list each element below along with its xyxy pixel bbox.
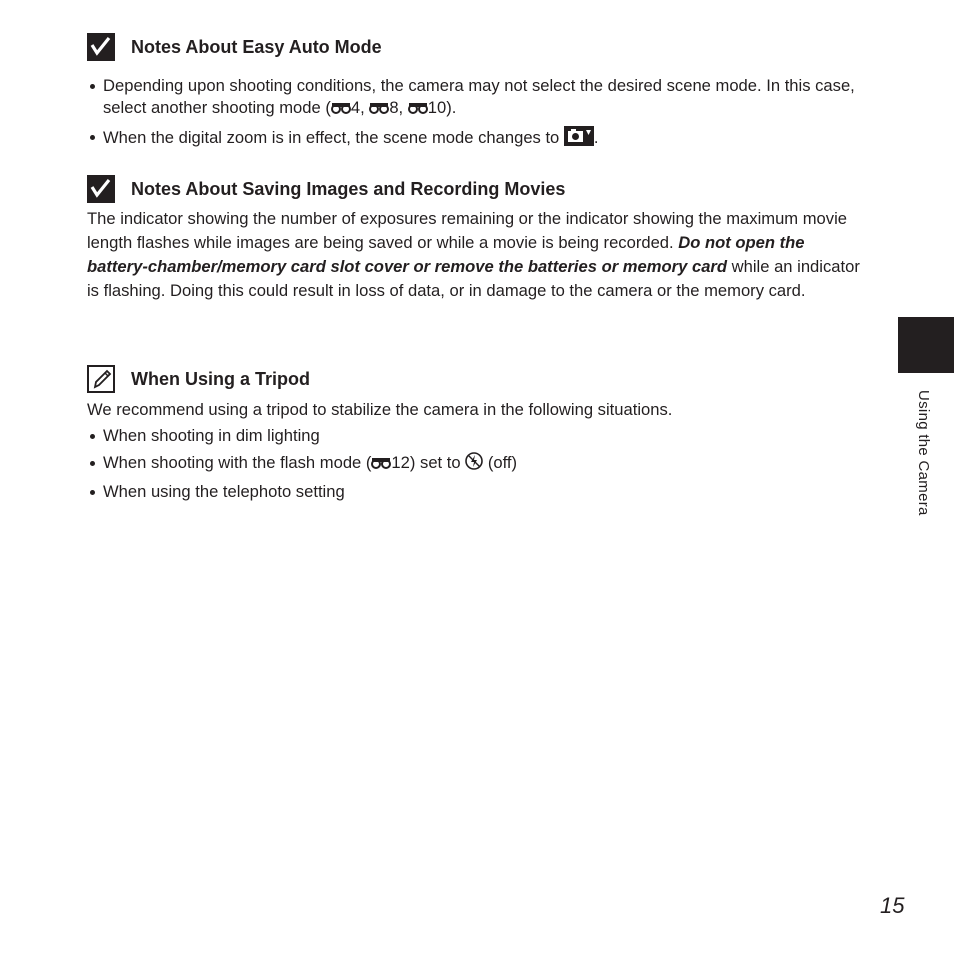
notes-saving-heading: Notes About Saving Images and Recording Movies — [131, 179, 566, 199]
binoculars-reference-icon — [331, 99, 351, 121]
binoculars-reference-icon — [369, 99, 389, 121]
notes-saving-text-start: The indicator showing the number of exposures remaining or the indicator showing the maximum movie length flashes while images are being saved or while a movie is being recorded. — [87, 209, 847, 252]
easy-auto-bullet-1 — [87, 75, 867, 121]
easy-auto-bullet-2 — [87, 126, 867, 152]
bullet-end: . — [593, 128, 599, 147]
easy-auto-bullet-1-text: Depending upon shooting conditions, the camera may not select the desired scene mode. In this case, select another shooting mode ( — [103, 76, 855, 117]
bullet-end: ). — [446, 98, 457, 117]
notes-easy-auto-heading-row — [87, 33, 867, 61]
easy-auto-bullet-2-text: When the digital zoom is in effect, the scene mode changes to — [103, 128, 564, 147]
checkmark-caution-icon — [87, 175, 115, 203]
chapter-tab-label: Using the Camera — [915, 390, 932, 516]
chapter-tab-marker — [898, 317, 954, 373]
tripod-bullet-3: When using the telephoto setting — [87, 481, 867, 503]
reference-page-4[interactable]: 4 — [350, 98, 361, 117]
tripod-intro: We recommend using a tripod to stabilize the camera in the following situations. — [87, 400, 673, 419]
tripod-bullet-1: When shooting in dim lighting — [87, 425, 867, 447]
separator: , — [360, 98, 370, 117]
reference-page-8[interactable]: 8 — [389, 98, 399, 117]
notes-easy-auto-section — [87, 33, 867, 152]
page-number: 15 — [880, 893, 905, 918]
flash-off-icon — [465, 452, 483, 476]
tripod-bullet-2-text: When shooting with the flash mode ( — [103, 453, 372, 472]
notes-saving-section — [87, 175, 867, 303]
tripod-bullet-2-mid: ) set to — [409, 453, 466, 472]
notes-saving-warning: Do not open the battery-chamber/memory card slot cover or remove the batteries or memory card — [87, 233, 805, 276]
notes-easy-auto-heading: Notes About Easy Auto Mode — [131, 37, 382, 57]
separator: , — [398, 98, 408, 117]
pencil-note-icon — [87, 365, 115, 393]
binoculars-reference-icon — [408, 99, 428, 121]
notes-saving-text-end: while an indicator is flashing. Doing this could result in loss of data, or in damage to the camera or the memory card. — [87, 257, 860, 300]
camera-scene-icon — [564, 126, 594, 152]
tripod-heading: When Using a Tripod — [131, 369, 310, 389]
notes-saving-heading-row — [87, 175, 867, 203]
tripod-section — [87, 365, 867, 503]
tripod-bullet-2-end: (off) — [483, 453, 518, 472]
checkmark-caution-icon — [87, 33, 115, 61]
tripod-heading-row — [87, 365, 867, 393]
binoculars-reference-icon — [371, 454, 391, 476]
reference-page-10[interactable]: 10 — [427, 98, 447, 117]
tripod-bullet-2 — [87, 452, 867, 476]
notes-saving-paragraph — [87, 207, 867, 303]
reference-page-12[interactable]: 12 — [391, 453, 410, 472]
